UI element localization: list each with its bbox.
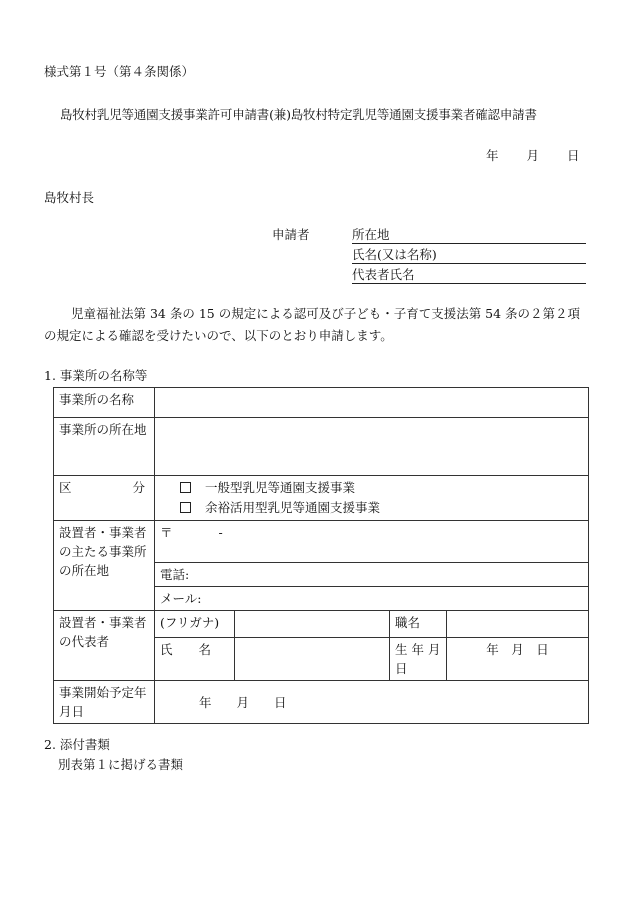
facility-name-label: 事業所の名称 — [54, 388, 155, 418]
applicant-representative-label: 代表者氏名 — [352, 267, 415, 282]
category-option-general[interactable] — [180, 478, 583, 498]
facility-name-field[interactable] — [155, 388, 589, 418]
intro-paragraph: 児童福祉法第 34 条の 15 の規定による認可及び子ども・子育て支援法第 54 条の２第２項の規定による確認を受けたいので、以下のとおり申請します。 — [44, 306, 581, 343]
section2-heading: 2. 添付書類 — [44, 737, 110, 752]
job-title-label: 職名 — [390, 611, 447, 638]
rep-name-b: 名 — [198, 642, 212, 657]
furigana-label: (フリガナ) — [155, 611, 235, 638]
addressee: 島牧村長 — [44, 190, 95, 205]
checkbox-general[interactable] — [180, 482, 191, 493]
rep-name-label — [155, 638, 235, 681]
attachment-note: 別表第１に掲げる書類 — [58, 757, 184, 772]
postal-code-field[interactable] — [155, 521, 589, 563]
birth-date-field[interactable] — [447, 638, 589, 681]
category-option-surplus-label: 余裕活用型乳児等通園支援事業 — [205, 500, 381, 515]
facility-address-label: 事業所の所在地 — [54, 418, 155, 476]
applicant-address-field[interactable] — [352, 227, 586, 244]
applicant-name-field[interactable] — [352, 247, 586, 264]
applicant-label: 申請者 — [272, 227, 310, 242]
category-option-surplus[interactable] — [180, 498, 583, 518]
main-office-label: 設置者・事業者の主たる事業所の所在地 — [54, 521, 155, 611]
section1-heading: 1. 事業所の名称等 — [44, 368, 148, 383]
form-number: 様式第１号（第４条関係） — [44, 64, 195, 79]
postal-mark: 〒 — [160, 525, 173, 540]
facility-form-table — [53, 387, 589, 724]
applicant-name-label: 氏名(又は名称) — [352, 247, 437, 262]
checkbox-surplus[interactable] — [180, 502, 191, 513]
date-month: 月 — [526, 148, 540, 163]
job-title-field[interactable] — [447, 611, 589, 638]
representative-label: 設置者・事業者の代表者 — [54, 611, 155, 681]
start-date-field[interactable] — [155, 681, 589, 724]
document-title: 島牧村乳児等通園支援事業許可申請書(兼)島牧村特定乳児等通園支援事業者確認申請書 — [60, 107, 537, 122]
category-label — [54, 476, 155, 521]
facility-address-field[interactable] — [155, 418, 589, 476]
category-options — [155, 476, 589, 521]
category-label-b: 分 — [132, 480, 145, 495]
rep-name-field[interactable] — [235, 638, 390, 681]
birth-date-label: 生 年 月 日 — [390, 638, 447, 681]
category-label-a: 区 — [59, 480, 72, 495]
applicant-address-label: 所在地 — [352, 227, 390, 242]
category-option-general-label: 一般型乳児等通園支援事業 — [205, 480, 356, 495]
application-date — [486, 148, 580, 164]
postal-dash: - — [218, 525, 223, 540]
start-date-value: 年 月 日 — [199, 694, 287, 710]
date-year: 年 — [486, 148, 499, 163]
rep-name-a: 氏 — [160, 642, 173, 657]
furigana-field[interactable] — [235, 611, 390, 638]
phone-field[interactable]: 電話: — [155, 563, 589, 587]
date-day: 日 — [567, 148, 580, 163]
applicant-representative-field[interactable] — [352, 267, 586, 284]
email-field[interactable]: メール: — [155, 587, 589, 611]
birth-date-value: 年 月 日 — [486, 642, 549, 657]
start-date-label: 事業開始予定年月日 — [54, 681, 155, 724]
